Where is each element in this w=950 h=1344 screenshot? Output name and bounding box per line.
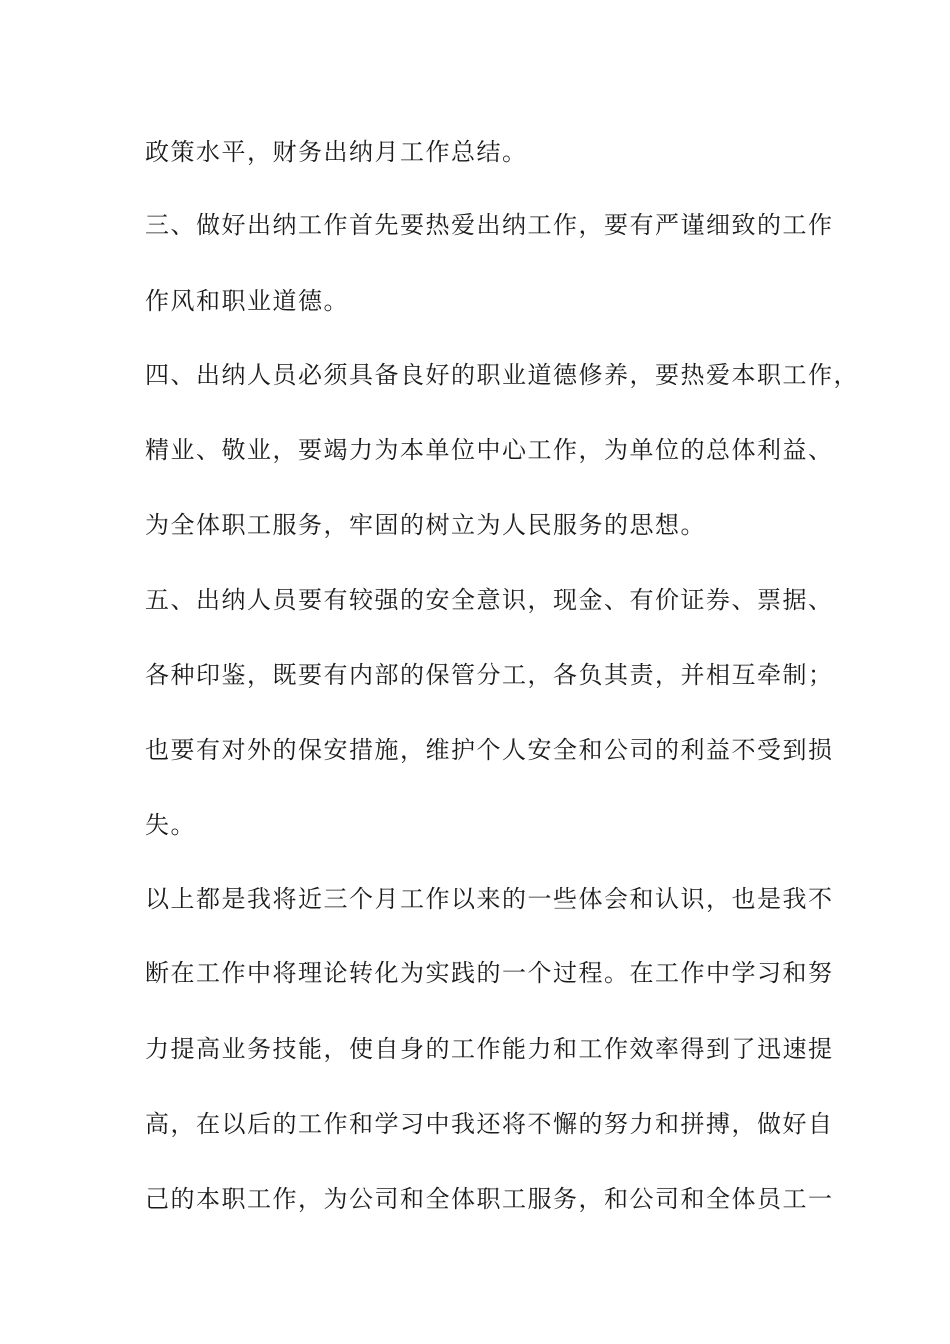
text-line: 三、做好出纳工作首先要热爱出纳工作，要有严谨细致的工作 [145, 211, 834, 239]
text-line: 精业、敬业，要竭力为本单位中心工作，为单位的总体利益、 [145, 436, 834, 464]
text-line: 力提高业务技能，使自身的工作能力和工作效率得到了迅速提 [145, 1035, 834, 1063]
text-line: 各种印鉴，既要有内部的保管分工，各负其责，并相互牵制； [145, 661, 834, 689]
text-line: 高，在以后的工作和学习中我还将不懈的努力和拼搏，做好自 [145, 1110, 834, 1138]
text-line: 五、出纳人员要有较强的安全意识，现金、有价证券、票据、 [145, 586, 834, 614]
text-line: 己的本职工作，为公司和全体职工服务，和公司和全体员工一 [145, 1185, 834, 1213]
text-line: 失。 [145, 811, 196, 839]
text-line: 政策水平，财务出纳月工作总结。 [145, 138, 528, 166]
text-line: 四、出纳人员必须具备良好的职业道德修养，要热爱本职工作， [145, 361, 859, 389]
text-line: 以上都是我将近三个月工作以来的一些体会和认识，也是我不 [145, 885, 834, 913]
text-line: 为全体职工服务，牢固的树立为人民服务的思想。 [145, 511, 706, 539]
text-line: 断在工作中将理论转化为实践的一个过程。在工作中学习和努 [145, 959, 834, 987]
text-line: 也要有对外的保安措施，维护个人安全和公司的利益不受到损 [145, 736, 834, 764]
text-line: 作风和职业道德。 [145, 287, 349, 315]
